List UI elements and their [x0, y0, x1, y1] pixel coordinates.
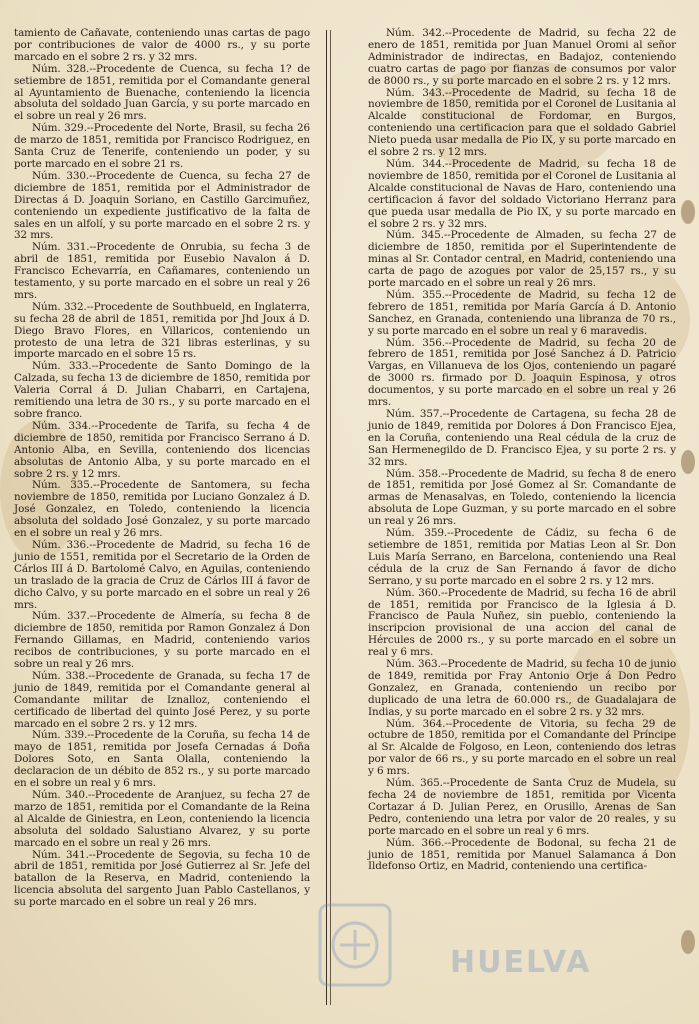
binding-hole [681, 930, 695, 954]
entry-paragraph: Núm. 365.--Procedente de Santa Cruz de Mudela, su fecha 24 de noviembre de 1851, remitida por Vicenta Cortazar á D. Julian Perez, en Orusillo, Arenas de San Pedro, conteniendo una letra por valor de 20 reales, y su porte marcado en el sobre un real y 6 mrs. [368, 777, 676, 837]
entry-paragraph: Núm. 328.--Procedente de Cuenca, su fecha 1? de setiembre de 1851, remitida por el Comandante general al Ayuntamiento de Buenache, conteniendo la licencia absoluta del soldado Juan García, y su porte marcado en el sobre un real y 26 mrs. [14, 62, 310, 123]
binding-hole [681, 450, 695, 474]
entry-paragraph: Núm. 337.--Procedente de Almería, su fecha 8 de diciembre de 1850, remitida por Ramon Gonzalez á Don Fernando Gillamas, en Madrid, conteniendo varios recibos de contribuciones, y su porte marcado en el sobre un real y 26 mrs. [14, 610, 310, 671]
entry-paragraph: Núm. 333.--Procedente de Santo Domingo de la Calzada, su fecha 13 de diciembre de 1850, remitida por Valeria Corral á D. Julian Chabarri, en Cartajena, remitiendo una letra de 30 rs., y su porte marcado en el sobre franco. [14, 360, 310, 420]
entry-paragraph: Núm. 356.--Procedente de Madrid, su fecha 20 de febrero de 1851, remitida por José Sanchez á D. Patricio Vargas, en Villanueva de los Ojos, conteniendo un pagaré de 3000 rs. firmado por D. Joaquin Espinosa, y otros documentos, y su porte marcado en el sobre un real y 26 mrs. [368, 336, 676, 409]
column-divider [326, 30, 327, 1005]
entry-paragraph: Núm. 355.--Procedente de Madrid, su fecha 12 de febrero de 1851, remitida por María García á D. Antonio Sanchez, en Granada, conteniendo una libranza de 70 rs., y su porte marcado en el sobre un real y 6 maravedis. [368, 288, 676, 337]
entry-paragraph: Núm. 342.--Procedente de Madrid, su fecha 22 de enero de 1851, remitida por Juan Manuel Oromi al señor Administrador de indirectas, en Badajoz, conteniendo cuatro cartas de pago por fianzas de consumos por valor de 8000 rs., y su porte marcado en el sobre 2 rs. y 12 mrs. [368, 27, 676, 87]
entry-paragraph: Núm. 334.--Procedente de Tarifa, su fecha 4 de diciembre de 1850, remitida por Francisco Serrano á D. Antonio Alba, en Sevilla, conteniendo dos licencias absolutas de Antonio Alba, y su porte marcado en el sobre 2 rs. y 12 mrs. [14, 419, 310, 480]
binding-hole [681, 200, 695, 224]
entry-paragraph: Núm. 336.--Procedente de Madrid, su fecha 16 de junio de 1551, remitida por el Secretario de la Orden de Cárlos III á D. Bartolomé Calvo, en Aguilas, conteniendo un traslado de la gracia de Cruz de Cárlos III á favor de dicho Calvo, y su porte marcado en el sobre un real y 26 mrs. [14, 538, 310, 611]
entry-paragraph: Núm. 359.--Procedente de Cádiz, su fecha 6 de setiembre de 1851, remitida por Matias Leon al Sr. Don Luis María Serrano, en Barcelona, conteniendo una Real cédula de la cruz de San Fernando á favor de dicho Serrano, y su porte marcado en el sobre 2 rs. y 12 mrs. [368, 527, 676, 587]
entry-paragraph: Núm. 357.--Procedente de Cartagena, su fecha 28 de junio de 1849, remitida por Dolores á Don Francisco Ejea, en la Coruña, conteniendo una Real cédula de la cruz de San Hermenegildo de D. Francisco Ejea, y su porte 2 rs. y 32 mrs. [368, 408, 676, 468]
entry-paragraph: Núm. 338.--Procedente de Granada, su fecha 17 de junio de 1849, remitida por el Comandante general al Comandante militar de Iznalloz, conteniendo el certificado de libertad del quinto José Perez, y su porte marcado en el sobre 2 rs. y 12 mrs. [14, 669, 310, 730]
entry-paragraph: Núm. 360.--Procedente de Madrid, su fecha 16 de abril de 1851, remitida por Francisco de la Iglesia á D. Francisco de Paula Nuñez, sin pueblo, conteniendo la inscripcion provisional de una accion del canal de Hércules de 2000 rs., y su porte marcado en el sobre un real y 6 mrs. [368, 586, 676, 659]
entry-paragraph: Núm. 363.--Procedente de Madrid, su fecha 10 de junio de 1849, remitida por Fray Antonio Orje á Don Pedro Gonzalez, en Granada, conteniendo un recibo por duplicado de una letra de 60.000 rs., de Guadalajara de Indias, y su porte marcado en el sobre 2 rs. y 32 mrs. [368, 658, 676, 718]
entry-paragraph: Núm. 331.--Procedente de Onrubia, su fecha 3 de abril de 1851, remitida por Eusebio Navalon á D. Francisco Echevarría, en Cañamares, conteniendo un testamento, y su porte marcado en el sobre un real y 26 mrs. [14, 241, 310, 301]
entry-paragraph: Núm. 343.--Procedente de Madrid, su fecha 18 de noviembre de 1850, remitida por el Coronel de Lusitania al Alcalde constitucional de Fordomar, en Burgos, conteniendo una certificacion para que el soldado Gabriel Nieto pueda usar medalla de Pio IX, y su porte marcado en el sobre 2 rs. y 12 mrs. [368, 86, 676, 159]
entry-paragraph: Núm. 340.--Procedente de Aranjuez, su fecha 27 de marzo de 1851, remitida por el Comandante de la Reina al Alcalde de Giniestra, en Leon, conteniendo la licencia absoluta del soldado Salustiano Alvarez, y su porte marcado en el sobre un real y 26 mrs. [14, 789, 310, 849]
entry-paragraph: Núm. 358.--Procedente de Madrid, su fecha 8 de enero de 1851, remitida por José Gomez al Sr. Comandante de armas de Menasalvas, en Toledo, conteniendo la licencia absoluta de Lope Guzman, y su porte marcado en el sobre un real y 26 mrs. [368, 467, 676, 528]
entry-paragraph: Núm. 364.--Procedente de Vitoria, su fecha 29 de octubre de 1850, remitida por el Comandante del Príncipe al Sr. Alcalde de Folgoso, en Leon, conteniendo dos letras por valor de 66 rs., y su porte marcado en el sobre un real y 6 mrs. [368, 717, 676, 778]
entry-paragraph: Núm. 345.--Procedente de Almaden, su fecha 27 de diciembre de 1850, remitida por el Superintendente de minas al Sr. Contador central, en Madrid, conteniendo una carta de pago de azogues por valor de 25,157 rs., y su porte marcado en el sobre un real y 26 mrs. [368, 229, 676, 290]
left-text-column [14, 28, 310, 909]
watermark-text: HUELVA [450, 945, 592, 980]
archive-seal-icon [310, 895, 400, 995]
entry-paragraph: Núm. 335.--Procedente de Santomera, su fecha noviembre de 1850, remitida por Luciano Gonzalez á D. José Gonzalez, en Toledo, conteniendo la licencia absoluta del soldado José Gonzalez, y su porte marcado en el sobre un real y 26 mrs. [14, 479, 310, 540]
archive-watermark [300, 875, 670, 1005]
entry-paragraph: tamiento de Cañavate, conteniendo unas cartas de pago por contribuciones de valor de 4000 rs., y su porte marcado en el sobre 2 rs. y 32 mrs. [14, 27, 310, 63]
column-divider [330, 30, 331, 1005]
entry-paragraph: Núm. 339.--Procedente de la Coruña, su fecha 14 de mayo de 1851, remitida por Josefa Cernadas á Doña Dolores Soto, en Santa Olalla, conteniendo la declaracion de un débito de 852 rs., y su porte marcado en el sobre un real y 6 mrs. [14, 729, 310, 790]
entry-paragraph: Núm. 341.--Procedente de Segovia, su fecha 10 de abril de 1851, remitida por José Gutierrez al Sr. Jefe del batallon de la Reserva, en Madrid, conteniendo la licencia absoluta del sargento Juan Pablo Castellanos, y su porte marcado en el sobre un real y 26 mrs. [14, 848, 310, 909]
entry-paragraph: Núm. 330.--Procedente de Cuenca, su fecha 27 de diciembre de 1851, remitida por el Administrador de Directas á D. Joaquin Soriano, en Castillo Garcimuñez, conteniendo un expediente justificativo de la falta de sales en un alfolí, y su porte marcado en el sobre 2 rs. y 32 mrs. [14, 169, 310, 242]
entry-paragraph: Núm. 329.--Procedente del Norte, Brasil, su fecha 26 de marzo de 1851, remitida por Francisco Rodriguez, en Santa Cruz de Tenerife, conteniendo un poder, y su porte marcado en el sobre 21 rs. [14, 122, 310, 170]
right-text-column [368, 28, 676, 873]
entry-paragraph: Núm. 366.--Procedente de Bodonal, su fecha 21 de junio de 1851, remitida por Manuel Salamanca á Don Ildefonso Ortiz, en Madrid, conteniendo una certifica- [368, 836, 676, 873]
entry-paragraph: Núm. 332.--Procedente de Southbueld, en Inglaterra, su fecha 28 de abril de 1851, remitida por Jhd Joux á D. Diego Bravo Flores, en Villaricos, conteniendo un protesto de una letra de 321 libras esterlinas, y su importe marcado en el sobre 15 rs. [14, 300, 310, 361]
entry-paragraph: Núm. 344.--Procedente de Madrid, su fecha 18 de noviembre de 1850, remitida por el Coronel de Lusitania al Alcalde constitucional de Navas de Haro, conteniendo una certificacion á favor del soldado Victoriano Herranz para que pueda usar medalla de Pio IX, y su porte marcado en el sobre 2 rs. y 32 mrs. [368, 157, 676, 230]
